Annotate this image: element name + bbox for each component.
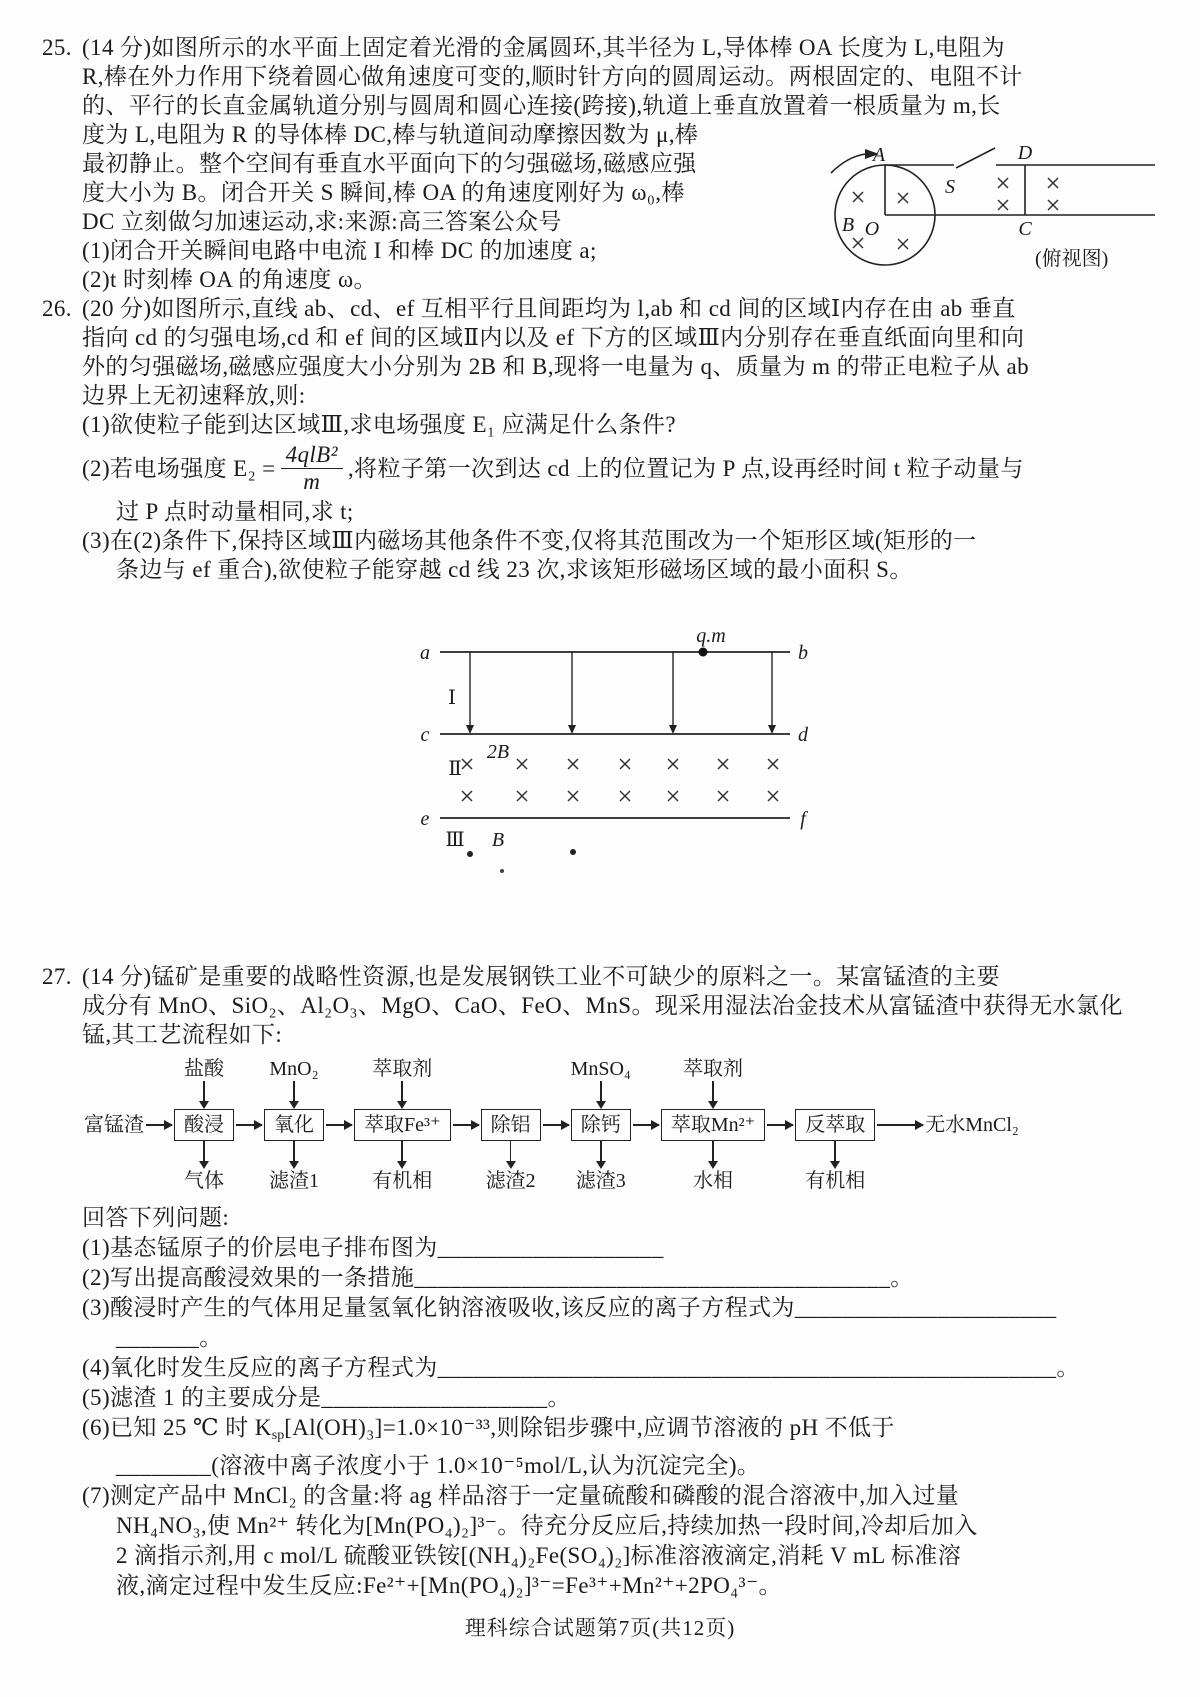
- station-box: 酸浸: [174, 1109, 234, 1141]
- down-arrow-icon: [596, 1141, 606, 1169]
- right-arrow-icon: [767, 1119, 793, 1131]
- cross-marker: [898, 239, 908, 249]
- cross-marker: [517, 759, 527, 769]
- question-line: 成分有 MnO、SiO₂、Al₂O₃、MgO、CaO、FeO、MnS。现采用湿法冶金技术从富锰渣中获得无水氯化: [82, 993, 1123, 1018]
- label-field-b: B: [491, 829, 505, 851]
- page-footer: 理科综合试题第7页(共12页): [464, 1616, 736, 1640]
- question-line: [42, 294, 1160, 323]
- question-text: (14 分)锰矿是重要的战略性资源,也是发展钢铁工业不可缺少的原料之一。某富锰渣的主要: [82, 964, 1001, 989]
- down-arrow-icon: [596, 1081, 606, 1109]
- question-line: 外的匀强磁场,磁感应强度大小分别为 2B 和 B,现将一电量为 q、质量为 m 的带正电粒子从 ab: [82, 354, 1030, 379]
- question-line: 锰,其工艺流程如下:: [82, 1022, 283, 1047]
- question-item-2: (2)t 时刻棒 OA 的角速度 ω。: [82, 267, 377, 292]
- question-item-3: (3)在(2)条件下,保持区域Ⅲ内磁场其他条件不变,仅将其范围改为一个矩形区域(矩形的一: [82, 528, 977, 553]
- answer-item-7: (7)测定产品中 MnCl₂ 的含量:将 ag 样品溶于一定量硫酸和磷酸的混合溶液中,加入过量: [82, 1483, 960, 1508]
- output-label: 气体: [184, 1170, 224, 1192]
- cross-marker: [768, 759, 778, 769]
- station-output: [269, 1141, 319, 1199]
- arrowhead: [768, 725, 776, 734]
- cross-marker: [462, 759, 472, 769]
- station-input: [506, 1051, 516, 1109]
- station-input: [269, 1051, 318, 1109]
- station-input: [372, 1051, 432, 1109]
- output-label: 滤渣1: [269, 1170, 319, 1192]
- answer-item-7-cont: 液,滴定过程中发生反应:Fe²⁺+[Mn(PO₄)₂]³⁻=Fe³⁺+Mn²⁺+2PO₄³⁻。: [116, 1573, 782, 1598]
- question-item-1: (1)闭合开关瞬间电路中电流 I 和棒 DC 的加速度 a;: [82, 238, 597, 263]
- cross-marker: [568, 791, 578, 801]
- question-number: 25.: [42, 35, 72, 60]
- cross-marker: [668, 791, 678, 801]
- station-box: 氧化: [264, 1109, 324, 1141]
- answer-item-5: (5)滤渣 1 的主要成分是___________________。: [82, 1385, 571, 1410]
- label-a: A: [872, 144, 886, 166]
- label-field-2b: 2B: [486, 741, 510, 763]
- answer-intro: 回答下列问题:: [82, 1205, 230, 1230]
- down-arrow-icon: [397, 1141, 407, 1169]
- label-center-o: O: [864, 218, 880, 240]
- cross-marker: [718, 791, 728, 801]
- input-label: MnO₂: [269, 1058, 319, 1080]
- station-box: 萃取Fe³⁺: [354, 1109, 451, 1141]
- fraction-denominator: m: [303, 468, 321, 494]
- question-line: 度大小为 B。闭合开关 S 瞬间,棒 OA 的角速度刚好为 ω₀,棒: [82, 180, 685, 205]
- cross-marker: [853, 192, 863, 202]
- question-25-diagram: [753, 117, 1158, 269]
- field-out-of-page-markers: [467, 849, 576, 857]
- down-arrow-icon: [199, 1081, 209, 1109]
- station-box: 反萃取: [795, 1109, 875, 1141]
- question-line: 指向 cd 的匀强电场,cd 和 ef 间的区域Ⅱ内以及 ef 下方的区域Ⅲ内分别存在垂直纸面向里和向: [82, 325, 1025, 350]
- question-line: 边界上无初速释放,则:: [82, 383, 306, 408]
- station-input: [683, 1051, 743, 1109]
- process-flowchart: [84, 1051, 1160, 1199]
- arrowhead: [669, 725, 677, 734]
- cross-marker: [998, 200, 1008, 210]
- cross-marker: [768, 791, 778, 801]
- arrowhead: [466, 725, 474, 734]
- flow-station-chulv: [481, 1051, 541, 1199]
- scan-artifact-dot: [500, 869, 504, 873]
- flow-product-label: 无水MnCl₂: [925, 1114, 1019, 1136]
- item-6-suffix: [Al(OH)₃]=1.0×10⁻³³,则除铝步骤中,应调节溶液的 pH 不低于: [284, 1415, 895, 1440]
- right-arrow-icon: [543, 1119, 569, 1131]
- answer-item-3-cont: _______。: [116, 1325, 223, 1350]
- down-arrow-icon: [397, 1081, 407, 1109]
- rotation-arrow-tail: [831, 154, 865, 173]
- label-region-3: Ⅲ: [445, 829, 465, 851]
- station-box: 除铝: [481, 1109, 541, 1141]
- down-arrow-icon: [830, 1141, 840, 1169]
- answer-item-7-cont: NH₄NO₃,使 Mn²⁺ 转化为[Mn(PO₄)₂]³⁻。待充分反应后,持续加热一段时间,冷却后加入: [116, 1513, 978, 1538]
- question-number: 27.: [42, 964, 72, 989]
- question-line: 的、平行的长直金属轨道分别与圆周和圆心连接(跨接),轨道上垂直放置着一根质量为 m,长: [82, 93, 1001, 118]
- answer-item-7-cont: 2 滴指示剂,用 c mol/L 硫酸亚铁铵[(NH₄)₂Fe(SO₄)₂]标准溶液滴定,消耗 V mL 标准溶: [116, 1543, 962, 1568]
- station-output: [372, 1141, 432, 1199]
- cross-marker: [853, 238, 863, 248]
- item-2-suffix: ,将粒子第一次到达 cd 上的位置记为 P 点,设再经时间 t 粒子动量与: [347, 455, 1024, 481]
- label-c: c: [420, 724, 430, 746]
- question-item-2-cont: 过 P 点时动量相同,求 t;: [116, 499, 354, 524]
- answer-item-4: (4)氧化时发生反应的离子方程式为____________________________________________________。: [82, 1355, 1080, 1380]
- station-input: [571, 1051, 631, 1109]
- station-box: 萃取Mn²⁺: [661, 1109, 765, 1141]
- item-6-prefix: (6)已知 25 ℃ 时 K: [82, 1415, 272, 1440]
- label-d: d: [798, 724, 808, 746]
- question-item-2: [82, 439, 1160, 497]
- station-output: [805, 1141, 865, 1199]
- station-output: [486, 1141, 536, 1199]
- right-arrow-icon: [236, 1119, 262, 1131]
- output-label: 有机相: [372, 1170, 433, 1192]
- station-box: 除钙: [571, 1109, 631, 1141]
- right-arrow-icon: [453, 1119, 479, 1131]
- label-a: a: [420, 642, 430, 664]
- cross-marker: [620, 791, 630, 801]
- label-field-b: B: [841, 214, 855, 236]
- field-into-page-markers: [462, 759, 778, 801]
- question-line: [42, 962, 1160, 991]
- cross-marker: [1048, 178, 1058, 188]
- fraction: [281, 442, 343, 495]
- station-input: [184, 1051, 224, 1109]
- flow-source-label: 富锰渣: [84, 1114, 144, 1136]
- question-26-diagram: [395, 586, 825, 878]
- cross-marker: [568, 759, 578, 769]
- down-arrow-icon: [506, 1141, 516, 1169]
- question-item-3-cont: 条边与 ef 重合),欲使粒子能穿越 cd 线 23 次,求该矩形磁场区域的最小面积 S。: [116, 557, 913, 582]
- down-arrow-icon: [199, 1141, 209, 1169]
- boundary-lines: [440, 652, 790, 818]
- cross-marker: [998, 178, 1008, 188]
- output-label: 滤渣3: [575, 1170, 626, 1192]
- item-2-prefix: (2)若电场强度 E₂ =: [82, 455, 276, 481]
- label-e: e: [420, 808, 430, 830]
- question-26: [42, 294, 1160, 878]
- question-line: DC 立刻做匀加速运动,求:来源:高三答案公众号: [82, 209, 562, 234]
- question-line: 度为 L,电阻为 R 的导体棒 DC,棒与轨道间动摩擦因数为 μ,棒: [82, 122, 699, 147]
- answer-item-6-cont: ________(溶液中离子浓度小于 1.0×10⁻⁵mol/L,认为沉淀完全)。: [116, 1453, 761, 1478]
- flow-station-suanjin: [174, 1051, 234, 1199]
- question-line: 最初静止。整个空间有垂直水平面向下的匀强磁场,磁感应强: [82, 151, 697, 176]
- flow-station-cuiqu-mn: [661, 1051, 765, 1199]
- right-arrow-icon: [633, 1119, 659, 1131]
- down-arrow-icon: [708, 1141, 718, 1169]
- dot-marker: [570, 849, 576, 855]
- ksp-subscript: sp: [271, 1428, 285, 1443]
- input-label: 萃取剂: [372, 1058, 433, 1080]
- cross-marker: [668, 759, 678, 769]
- input-label: 盐酸: [184, 1058, 224, 1080]
- switch-blade: [956, 148, 995, 168]
- diagram-caption: (俯视图): [1035, 248, 1109, 269]
- question-27: [42, 962, 1160, 1601]
- electric-field-arrows: [470, 652, 772, 726]
- station-input: [830, 1051, 840, 1109]
- label-f: f: [800, 808, 806, 830]
- label-d: D: [1017, 142, 1033, 164]
- input-label: 萃取剂: [683, 1058, 744, 1080]
- answer-item-2: (2)写出提高酸浸效果的一条措施________________________________________。: [82, 1265, 914, 1290]
- dot-marker: [467, 851, 473, 857]
- charged-particle: [699, 648, 708, 657]
- cross-marker: [462, 791, 472, 801]
- cross-marker: [517, 791, 527, 801]
- answer-section: [82, 1203, 1160, 1601]
- cross-marker: [898, 193, 908, 203]
- down-arrow-icon: [289, 1141, 299, 1169]
- electric-field-arrowheads: [466, 725, 776, 734]
- output-label: 水相: [693, 1170, 734, 1192]
- label-switch-s: S: [945, 176, 955, 198]
- station-output: [693, 1141, 733, 1199]
- question-text: (20 分)如图所示,直线 ab、cd、ef 互相平行且间距均为 l,ab 和 cd 间的区域Ⅰ内存在由 ab 垂直: [82, 296, 1016, 321]
- question-line: R,棒在外力作用下绕着圆心做角速度可变的,顺时针方向的圆周运动。两根固定的、电阻不计: [82, 64, 1023, 89]
- answer-item-6: [82, 1413, 1160, 1451]
- label-region-2: Ⅱ: [448, 758, 462, 780]
- cross-marker: [620, 759, 630, 769]
- flow-station-yanghua: [264, 1051, 324, 1199]
- answer-item-1: (1)基态锰原子的价层电子排布图为___________________: [82, 1235, 664, 1260]
- question-number: 26.: [42, 296, 72, 321]
- answer-item-3: (3)酸浸时产生的气体用足量氢氧化钠溶液吸收,该反应的离子方程式为______________________: [82, 1295, 1057, 1320]
- label-region-1: Ⅰ: [448, 687, 456, 709]
- arrowhead: [568, 725, 576, 734]
- fraction-numerator: 4qlB²: [281, 442, 343, 469]
- station-output: [184, 1141, 224, 1199]
- question-item-1: (1)欲使粒子能到达区域Ⅲ,求电场强度 E₁ 应满足什么条件?: [82, 412, 676, 437]
- cross-marker: [1048, 200, 1058, 210]
- output-label: 有机相: [805, 1170, 866, 1192]
- cross-marker: [718, 759, 728, 769]
- question-text: (14 分)如图所示的水平面上固定着光滑的金属圆环,其半径为 L,导体棒 OA 长度为 L,电阻为: [82, 35, 1005, 60]
- flow-station-chugai: [571, 1051, 631, 1199]
- label-particle-qm: q.m: [696, 625, 726, 647]
- output-label: 滤渣2: [485, 1170, 536, 1192]
- input-label: MnSO₄: [570, 1058, 631, 1080]
- down-arrow-icon: [289, 1081, 299, 1109]
- station-output: [576, 1141, 626, 1199]
- right-arrow-icon: [146, 1119, 172, 1131]
- flow-station-cuiqu-fe: [354, 1051, 451, 1199]
- down-arrow-icon: [708, 1081, 718, 1109]
- question-line: [42, 33, 1160, 62]
- right-arrow-icon: [877, 1119, 923, 1131]
- label-c: C: [1018, 218, 1032, 240]
- flow-station-fancuiqu: [795, 1051, 875, 1199]
- label-b: b: [798, 642, 808, 664]
- right-arrow-icon: [326, 1119, 352, 1131]
